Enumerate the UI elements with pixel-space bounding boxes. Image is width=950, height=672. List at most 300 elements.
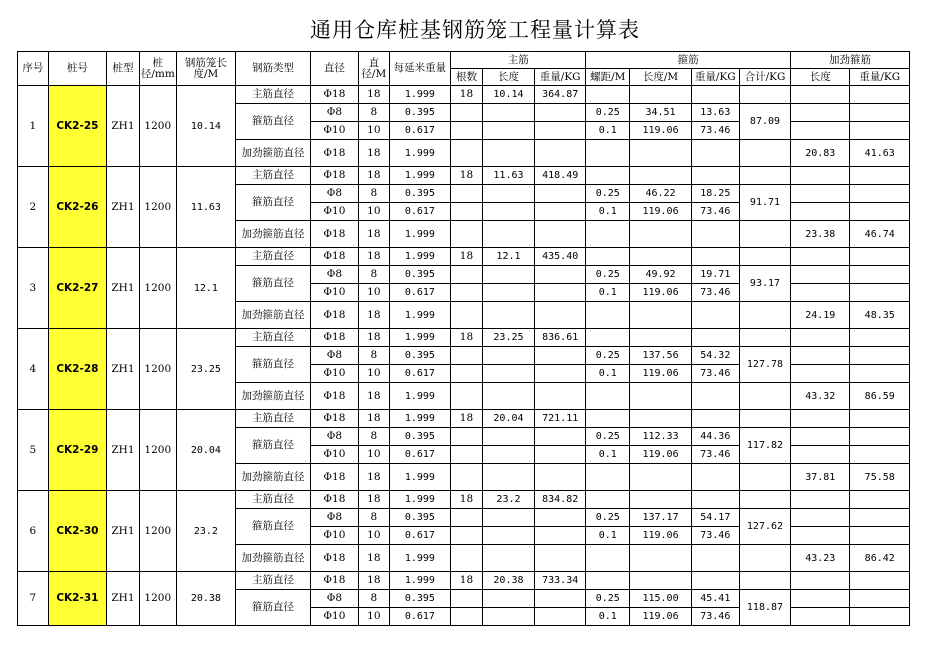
main-weight: 733.34 — [535, 572, 586, 590]
rebar-label-main: 主筋直径 — [236, 572, 311, 590]
header-stiffener-weight: 重量/KG — [850, 69, 910, 86]
stirrup-spacing: 0.25 — [586, 428, 630, 446]
stiffener-weight: 86.42 — [850, 545, 910, 572]
empty-cell — [691, 86, 739, 104]
main-length: 23.2 — [482, 491, 534, 509]
empty-cell — [630, 167, 691, 185]
stirrup-length: 49.92 — [630, 266, 691, 284]
empty-cell — [482, 365, 534, 383]
stirrup-length: 119.06 — [630, 284, 691, 302]
empty-cell — [482, 608, 534, 626]
cage-length: 20.04 — [176, 410, 235, 491]
rebar-dia-m: 18 — [358, 491, 389, 509]
stiffener-weight: 86.59 — [850, 383, 910, 410]
empty-cell — [739, 86, 790, 104]
header-row-1 — [18, 52, 910, 69]
pile-type: ZH1 — [107, 167, 140, 248]
empty-cell — [451, 221, 483, 248]
stirrup-weight: 19.71 — [691, 266, 739, 284]
empty-cell — [586, 302, 630, 329]
unit-weight: 1.999 — [389, 464, 450, 491]
empty-cell — [630, 221, 691, 248]
pile-seq: 6 — [18, 491, 49, 572]
empty-cell — [850, 410, 910, 428]
stirrup-total: 127.78 — [739, 347, 790, 383]
empty-cell — [586, 329, 630, 347]
empty-cell — [535, 590, 586, 608]
empty-cell — [482, 104, 534, 122]
empty-cell — [791, 572, 850, 590]
empty-cell — [586, 167, 630, 185]
pile-row-main — [18, 329, 910, 347]
pile-id: CK2-29 — [48, 410, 106, 491]
header-cage-length: 钢筋笼长度/M — [176, 52, 235, 86]
empty-cell — [630, 572, 691, 590]
unit-weight: 1.999 — [389, 545, 450, 572]
empty-cell — [630, 329, 691, 347]
empty-cell — [850, 608, 910, 626]
empty-cell — [630, 248, 691, 266]
stirrup-total: 87.09 — [739, 104, 790, 140]
empty-cell — [535, 545, 586, 572]
rebar-dia: Φ18 — [310, 86, 358, 104]
stirrup-total: 118.87 — [739, 590, 790, 626]
pile-diameter: 1200 — [139, 329, 176, 410]
unit-weight: 1.999 — [389, 572, 450, 590]
empty-cell — [691, 248, 739, 266]
rebar-dia-m: 8 — [358, 266, 389, 284]
stirrup-length: 34.51 — [630, 104, 691, 122]
main-count: 18 — [451, 167, 483, 185]
stirrup-weight: 73.46 — [691, 365, 739, 383]
rebar-label-stiffener: 加劲箍筋直径 — [236, 545, 311, 572]
main-weight: 364.87 — [535, 86, 586, 104]
empty-cell — [482, 221, 534, 248]
empty-cell — [850, 167, 910, 185]
empty-cell — [630, 464, 691, 491]
empty-cell — [630, 383, 691, 410]
stiffener-length: 24.19 — [791, 302, 850, 329]
empty-cell — [482, 527, 534, 545]
header-count: 根数 — [451, 69, 483, 86]
empty-cell — [850, 365, 910, 383]
empty-cell — [451, 527, 483, 545]
empty-cell — [535, 464, 586, 491]
empty-cell — [739, 140, 790, 167]
empty-cell — [850, 122, 910, 140]
header-total: 合计/KG — [739, 69, 790, 86]
empty-cell — [535, 284, 586, 302]
main-count: 18 — [451, 86, 483, 104]
rebar-label-stiffener: 加劲箍筋直径 — [236, 221, 311, 248]
empty-cell — [791, 203, 850, 221]
stirrup-length: 119.06 — [630, 365, 691, 383]
main-count: 18 — [451, 491, 483, 509]
empty-cell — [482, 122, 534, 140]
empty-cell — [850, 572, 910, 590]
pile-id: CK2-26 — [48, 167, 106, 248]
empty-cell — [482, 428, 534, 446]
empty-cell — [535, 383, 586, 410]
stiffener-length: 23.38 — [791, 221, 850, 248]
unit-weight: 0.395 — [389, 590, 450, 608]
stirrup-total: 117.82 — [739, 428, 790, 464]
stirrup-length: 119.06 — [630, 527, 691, 545]
pile-seq: 4 — [18, 329, 49, 410]
main-count: 18 — [451, 410, 483, 428]
empty-cell — [691, 302, 739, 329]
stirrup-weight: 54.32 — [691, 347, 739, 365]
stirrup-spacing: 0.25 — [586, 185, 630, 203]
stiffener-weight: 46.74 — [850, 221, 910, 248]
stirrup-total: 127.62 — [739, 509, 790, 545]
stirrup-spacing: 0.1 — [586, 203, 630, 221]
empty-cell — [850, 185, 910, 203]
stirrup-total: 91.71 — [739, 185, 790, 221]
rebar-dia: Φ10 — [310, 608, 358, 626]
pile-row-main — [18, 491, 910, 509]
rebar-label-stirrup: 箍筋直径 — [236, 104, 311, 140]
main-weight: 836.61 — [535, 329, 586, 347]
header-main-bar: 主筋 — [451, 52, 586, 69]
rebar-dia-m: 18 — [358, 167, 389, 185]
empty-cell — [739, 491, 790, 509]
pile-id: CK2-28 — [48, 329, 106, 410]
empty-cell — [482, 185, 534, 203]
empty-cell — [451, 302, 483, 329]
rebar-label-main: 主筋直径 — [236, 167, 311, 185]
empty-cell — [482, 464, 534, 491]
pile-type: ZH1 — [107, 329, 140, 410]
empty-cell — [535, 122, 586, 140]
stirrup-weight: 44.36 — [691, 428, 739, 446]
rebar-dia-m: 18 — [358, 572, 389, 590]
pile-id: CK2-27 — [48, 248, 106, 329]
rebar-dia: Φ10 — [310, 122, 358, 140]
rebar-dia: Φ10 — [310, 284, 358, 302]
empty-cell — [586, 248, 630, 266]
cage-length: 11.63 — [176, 167, 235, 248]
empty-cell — [586, 545, 630, 572]
pile-diameter: 1200 — [139, 491, 176, 572]
rebar-dia: Φ18 — [310, 410, 358, 428]
empty-cell — [739, 221, 790, 248]
unit-weight: 1.999 — [389, 86, 450, 104]
empty-cell — [791, 122, 850, 140]
stirrup-weight: 73.46 — [691, 122, 739, 140]
stirrup-weight: 73.46 — [691, 608, 739, 626]
main-weight: 435.40 — [535, 248, 586, 266]
empty-cell — [791, 527, 850, 545]
header-stirrup-length: 长度/M — [630, 69, 691, 86]
stirrup-spacing: 0.1 — [586, 284, 630, 302]
stiffener-weight: 48.35 — [850, 302, 910, 329]
unit-weight: 0.617 — [389, 203, 450, 221]
header-stiffener-length: 长度 — [791, 69, 850, 86]
rebar-label-main: 主筋直径 — [236, 410, 311, 428]
empty-cell — [691, 167, 739, 185]
stiffener-weight: 41.63 — [850, 140, 910, 167]
header-diameter-m: 直径/M — [358, 52, 389, 86]
unit-weight: 0.395 — [389, 509, 450, 527]
empty-cell — [691, 140, 739, 167]
rebar-label-main: 主筋直径 — [236, 329, 311, 347]
header-pile-no: 桩号 — [48, 52, 106, 86]
main-length: 10.14 — [482, 86, 534, 104]
main-count: 18 — [451, 572, 483, 590]
empty-cell — [739, 329, 790, 347]
empty-cell — [691, 545, 739, 572]
main-length: 20.38 — [482, 572, 534, 590]
empty-cell — [850, 347, 910, 365]
rebar-dia: Φ10 — [310, 203, 358, 221]
rebar-label-stirrup: 箍筋直径 — [236, 266, 311, 302]
empty-cell — [850, 527, 910, 545]
empty-cell — [739, 464, 790, 491]
rebar-dia-m: 18 — [358, 464, 389, 491]
empty-cell — [586, 383, 630, 410]
empty-cell — [630, 86, 691, 104]
empty-cell — [791, 248, 850, 266]
empty-cell — [535, 140, 586, 167]
main-weight: 834.82 — [535, 491, 586, 509]
rebar-label-main: 主筋直径 — [236, 248, 311, 266]
stirrup-weight: 73.46 — [691, 527, 739, 545]
table-body — [18, 52, 910, 626]
empty-cell — [630, 302, 691, 329]
cage-length: 20.38 — [176, 572, 235, 626]
stirrup-length: 137.56 — [630, 347, 691, 365]
empty-cell — [850, 446, 910, 464]
empty-cell — [850, 284, 910, 302]
empty-cell — [482, 383, 534, 410]
main-length: 20.04 — [482, 410, 534, 428]
pile-diameter: 1200 — [139, 167, 176, 248]
stirrup-length: 115.00 — [630, 590, 691, 608]
empty-cell — [535, 104, 586, 122]
unit-weight: 1.999 — [389, 140, 450, 167]
cage-length: 10.14 — [176, 86, 235, 167]
unit-weight: 0.617 — [389, 446, 450, 464]
empty-cell — [791, 284, 850, 302]
rebar-dia-m: 10 — [358, 203, 389, 221]
quantity-table — [17, 51, 910, 626]
main-count: 18 — [451, 329, 483, 347]
stirrup-spacing: 0.25 — [586, 104, 630, 122]
empty-cell — [691, 491, 739, 509]
pile-seq: 2 — [18, 167, 49, 248]
stirrup-length: 119.06 — [630, 446, 691, 464]
rebar-dia-m: 10 — [358, 284, 389, 302]
pile-seq: 5 — [18, 410, 49, 491]
stiffener-weight: 75.58 — [850, 464, 910, 491]
empty-cell — [586, 140, 630, 167]
empty-cell — [451, 122, 483, 140]
rebar-dia: Φ18 — [310, 545, 358, 572]
empty-cell — [691, 464, 739, 491]
empty-cell — [739, 302, 790, 329]
empty-cell — [451, 104, 483, 122]
empty-cell — [791, 329, 850, 347]
stiffener-length: 43.32 — [791, 383, 850, 410]
empty-cell — [630, 491, 691, 509]
rebar-dia-m: 18 — [358, 545, 389, 572]
rebar-dia: Φ8 — [310, 428, 358, 446]
stiffener-length: 37.81 — [791, 464, 850, 491]
stirrup-length: 119.06 — [630, 122, 691, 140]
empty-cell — [482, 509, 534, 527]
rebar-label-stirrup: 箍筋直径 — [236, 428, 311, 464]
rebar-dia: Φ10 — [310, 527, 358, 545]
empty-cell — [482, 590, 534, 608]
unit-weight: 1.999 — [389, 167, 450, 185]
empty-cell — [791, 86, 850, 104]
rebar-dia-m: 10 — [358, 122, 389, 140]
rebar-dia: Φ8 — [310, 590, 358, 608]
rebar-dia-m: 10 — [358, 608, 389, 626]
rebar-dia: Φ8 — [310, 266, 358, 284]
header-diameter: 直径 — [310, 52, 358, 86]
empty-cell — [482, 446, 534, 464]
empty-cell — [691, 221, 739, 248]
unit-weight: 0.395 — [389, 104, 450, 122]
empty-cell — [630, 545, 691, 572]
stirrup-spacing: 0.1 — [586, 608, 630, 626]
pile-diameter: 1200 — [139, 248, 176, 329]
empty-cell — [630, 410, 691, 428]
rebar-label-main: 主筋直径 — [236, 86, 311, 104]
unit-weight: 1.999 — [389, 383, 450, 410]
rebar-dia: Φ10 — [310, 365, 358, 383]
empty-cell — [739, 383, 790, 410]
stirrup-weight: 54.17 — [691, 509, 739, 527]
empty-cell — [535, 302, 586, 329]
empty-cell — [482, 266, 534, 284]
header-spacing: 螺距/M — [586, 69, 630, 86]
empty-cell — [451, 590, 483, 608]
empty-cell — [451, 383, 483, 410]
empty-cell — [791, 410, 850, 428]
unit-weight: 1.999 — [389, 221, 450, 248]
header-length: 长度 — [482, 69, 534, 86]
empty-cell — [535, 221, 586, 248]
empty-cell — [451, 608, 483, 626]
stirrup-weight: 18.25 — [691, 185, 739, 203]
unit-weight: 1.999 — [389, 329, 450, 347]
stirrup-total: 93.17 — [739, 266, 790, 302]
empty-cell — [850, 86, 910, 104]
stirrup-length: 112.33 — [630, 428, 691, 446]
stirrup-weight: 73.46 — [691, 284, 739, 302]
stirrup-length: 119.06 — [630, 203, 691, 221]
rebar-dia: Φ18 — [310, 383, 358, 410]
empty-cell — [451, 266, 483, 284]
header-pile-diameter: 桩径/mm — [139, 52, 176, 86]
rebar-dia: Φ18 — [310, 491, 358, 509]
empty-cell — [451, 347, 483, 365]
empty-cell — [451, 446, 483, 464]
empty-cell — [451, 464, 483, 491]
header-weight: 重量/KG — [535, 69, 586, 86]
empty-cell — [850, 104, 910, 122]
unit-weight: 1.999 — [389, 410, 450, 428]
empty-cell — [482, 140, 534, 167]
empty-cell — [586, 464, 630, 491]
pile-id: CK2-30 — [48, 491, 106, 572]
empty-cell — [791, 590, 850, 608]
unit-weight: 0.395 — [389, 428, 450, 446]
rebar-dia: Φ18 — [310, 329, 358, 347]
rebar-dia: Φ18 — [310, 221, 358, 248]
pile-diameter: 1200 — [139, 86, 176, 167]
rebar-dia-m: 8 — [358, 428, 389, 446]
empty-cell — [739, 410, 790, 428]
unit-weight: 1.999 — [389, 491, 450, 509]
pile-type: ZH1 — [107, 248, 140, 329]
empty-cell — [791, 446, 850, 464]
header-stiffener: 加劲箍筋 — [791, 52, 910, 69]
empty-cell — [586, 491, 630, 509]
pile-row-main — [18, 86, 910, 104]
pile-seq: 7 — [18, 572, 49, 626]
empty-cell — [850, 329, 910, 347]
pile-diameter: 1200 — [139, 410, 176, 491]
empty-cell — [850, 266, 910, 284]
header-pile-type: 桩型 — [107, 52, 140, 86]
rebar-label-stiffener: 加劲箍筋直径 — [236, 302, 311, 329]
empty-cell — [739, 545, 790, 572]
pile-id: CK2-31 — [48, 572, 106, 626]
empty-cell — [630, 140, 691, 167]
unit-weight: 1.999 — [389, 248, 450, 266]
rebar-dia-m: 18 — [358, 383, 389, 410]
empty-cell — [791, 185, 850, 203]
empty-cell — [535, 527, 586, 545]
rebar-dia-m: 8 — [358, 590, 389, 608]
rebar-label-stiffener: 加劲箍筋直径 — [236, 464, 311, 491]
empty-cell — [850, 509, 910, 527]
rebar-dia: Φ18 — [310, 302, 358, 329]
empty-cell — [586, 86, 630, 104]
pile-row-main — [18, 572, 910, 590]
rebar-label-main: 主筋直径 — [236, 491, 311, 509]
rebar-dia: Φ8 — [310, 104, 358, 122]
empty-cell — [586, 572, 630, 590]
stiffener-length: 20.83 — [791, 140, 850, 167]
rebar-dia-m: 10 — [358, 446, 389, 464]
empty-cell — [482, 302, 534, 329]
rebar-dia: Φ8 — [310, 185, 358, 203]
empty-cell — [691, 329, 739, 347]
empty-cell — [451, 185, 483, 203]
pile-seq: 3 — [18, 248, 49, 329]
empty-cell — [482, 284, 534, 302]
empty-cell — [451, 140, 483, 167]
cage-length: 23.25 — [176, 329, 235, 410]
pile-id: CK2-25 — [48, 86, 106, 167]
empty-cell — [691, 410, 739, 428]
stirrup-length: 137.17 — [630, 509, 691, 527]
pile-seq: 1 — [18, 86, 49, 167]
empty-cell — [535, 446, 586, 464]
empty-cell — [739, 572, 790, 590]
rebar-dia: Φ18 — [310, 572, 358, 590]
unit-weight: 0.395 — [389, 347, 450, 365]
empty-cell — [691, 572, 739, 590]
empty-cell — [451, 428, 483, 446]
unit-weight: 0.395 — [389, 185, 450, 203]
stirrup-spacing: 0.1 — [586, 122, 630, 140]
